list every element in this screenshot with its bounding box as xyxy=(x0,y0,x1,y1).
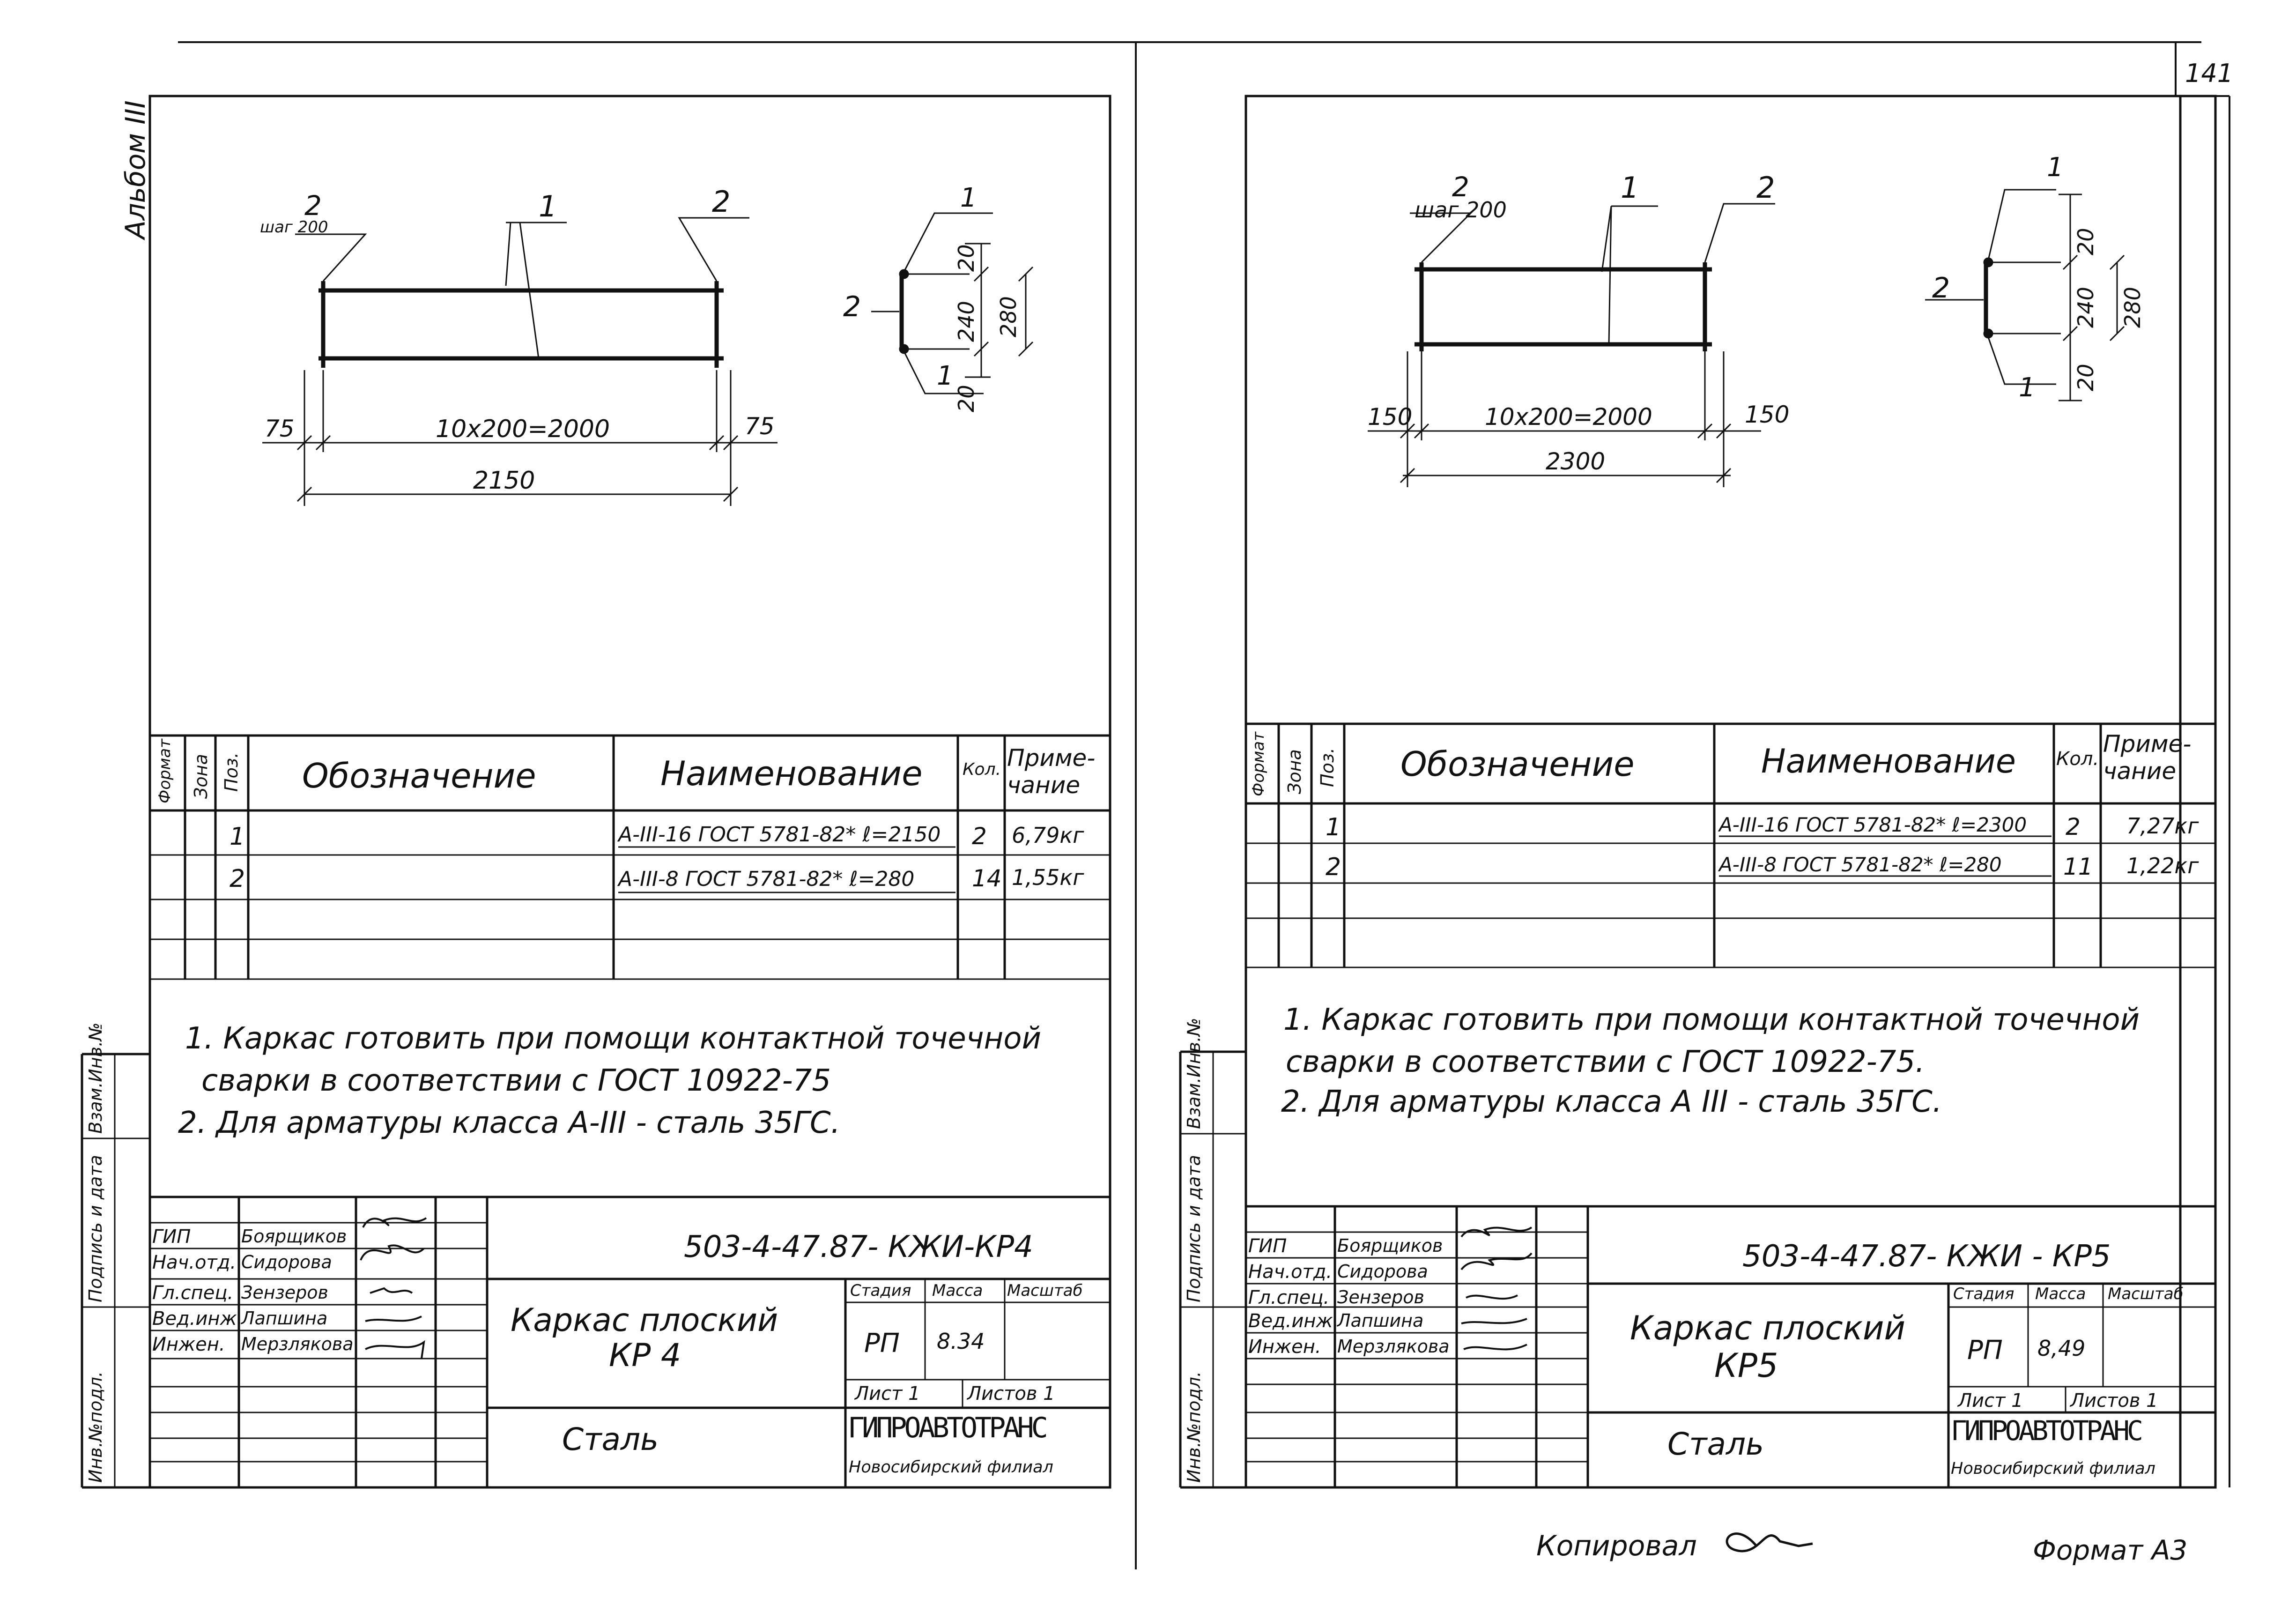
dim-middle: 10x200=2000 xyxy=(1485,403,1652,431)
material: Сталь xyxy=(562,1421,659,1457)
material: Сталь xyxy=(1667,1426,1764,1462)
section-dim-20-bottom: 20 xyxy=(2073,364,2098,391)
stage-label: Стадия xyxy=(1953,1285,2015,1303)
mass-label: Масса xyxy=(932,1281,983,1300)
title-main: Каркас плоский xyxy=(511,1302,778,1339)
section-callout-bottom: 1 xyxy=(937,361,954,391)
section-dim-20-top: 20 xyxy=(954,244,979,272)
header-name: Наименование xyxy=(1761,742,2016,780)
mass-value: 8.34 xyxy=(937,1329,985,1354)
row1-note: 6,79кг xyxy=(1012,823,1084,848)
name-5: Мерзлякова xyxy=(241,1334,354,1354)
section-callout-bottom: 1 xyxy=(2019,372,2036,403)
name-3: Зензеров xyxy=(1337,1287,1424,1308)
callout-step: шаг 200 xyxy=(1415,197,1507,223)
header-pos: Поз. xyxy=(221,752,242,792)
callout-1: 1 xyxy=(1621,171,1639,205)
scale-label: Масштаб xyxy=(1007,1281,1083,1300)
header-qty: Кол. xyxy=(963,760,1001,779)
mass-label: Масса xyxy=(2035,1285,2086,1303)
header-zone: Зона xyxy=(1284,749,1305,794)
role-gip: ГИП xyxy=(1248,1235,1287,1257)
copied-label: Копировал xyxy=(1536,1530,1697,1562)
stage-value: РП xyxy=(864,1328,900,1359)
row1-name: А-III-16 ГОСТ 5781-82* ℓ=2150 xyxy=(618,823,941,847)
sheet-number: Лист 1 xyxy=(855,1383,920,1404)
left-margin-inv-label: Инв.№подл. xyxy=(85,1371,106,1483)
header-qty: Кол. xyxy=(2056,748,2099,770)
role-chief: Гл.спец. xyxy=(1248,1287,1330,1308)
callout-2-spacing: 2 xyxy=(1452,171,1469,203)
section-callout-top: 1 xyxy=(2047,152,2064,183)
name-1: Боярщиков xyxy=(1337,1235,1443,1256)
row2-note: 1,55кг xyxy=(1012,865,1084,890)
dim-left: 150 xyxy=(1368,403,1413,431)
role-lead: Вед.инж. xyxy=(152,1308,243,1330)
right-margin-sign-label: Подпись и дата xyxy=(1184,1155,1204,1302)
right-margin-inv-label: Инв.№подл. xyxy=(1184,1371,1204,1483)
scale-label: Масштаб xyxy=(2108,1285,2184,1303)
header-format: Формат xyxy=(156,739,174,803)
name-3: Зензеров xyxy=(241,1282,328,1303)
header-name: Наименование xyxy=(660,754,923,793)
callout-1: 1 xyxy=(539,189,557,223)
title-sub: КР 4 xyxy=(609,1337,681,1374)
header-designation: Обозначение xyxy=(1400,744,1635,784)
name-2: Сидорова xyxy=(1337,1261,1428,1282)
org-branch: Новосибирский филиал xyxy=(1951,1459,2155,1478)
org-branch: Новосибирский филиал xyxy=(849,1458,1053,1477)
dim-left: 75 xyxy=(265,415,295,442)
note-line-1: 1. Каркас готовить при помощи контактной точечной xyxy=(1283,1003,2140,1037)
row1-name: А-III-16 ГОСТ 5781-82* ℓ=2300 xyxy=(1719,813,2027,836)
callout-2: 2 xyxy=(1756,171,1775,205)
left-margin-sign-label: Подпись и дата xyxy=(85,1155,106,1302)
dim-middle: 10x200=2000 xyxy=(436,415,610,443)
row1-pos: 1 xyxy=(230,823,245,851)
mass-value: 8,49 xyxy=(2037,1336,2086,1361)
note-line-2: сварки в соответствии с ГОСТ 10922-75. xyxy=(1286,1045,1925,1079)
row2-name: А-III-8 ГОСТ 5781-82* ℓ=280 xyxy=(618,867,915,891)
title-sub: КР5 xyxy=(1714,1346,1778,1385)
role-gip: ГИП xyxy=(152,1226,191,1248)
right-margin-replace-label: Взам.Инв.№ xyxy=(1184,1018,1204,1129)
note-line-3: 2. Для арматуры класса А-III - сталь 35ГС. xyxy=(178,1106,840,1140)
doc-code: 503-4-47.87- КЖИ - КР5 xyxy=(1742,1239,2111,1274)
section-dim-20-top: 20 xyxy=(2073,228,2098,255)
section-callout-top: 1 xyxy=(960,183,977,213)
note-line-3: 2. Для арматуры класса А III - сталь 35ГС. xyxy=(1281,1085,1942,1119)
section-dim-240: 240 xyxy=(2073,287,2098,328)
row1-note: 7,27кг xyxy=(2126,813,2199,839)
header-format: Формат xyxy=(1249,732,1268,796)
page-number: 141 xyxy=(2185,59,2234,88)
role-head: Нач.отд. xyxy=(1248,1261,1333,1283)
section-dim-240: 240 xyxy=(954,301,979,342)
sheets-total: Листов 1 xyxy=(967,1383,1055,1404)
dim-right: 75 xyxy=(745,413,775,440)
name-4: Лапшина xyxy=(1337,1310,1424,1331)
dim-total: 2150 xyxy=(473,467,535,495)
album-label: Альбом III xyxy=(119,100,151,239)
org-name: ГИПРОАВТОТРАНС xyxy=(1951,1415,2140,1447)
dim-right: 150 xyxy=(1745,401,1790,428)
row1-qty: 2 xyxy=(972,823,987,850)
role-eng: Инжен. xyxy=(1248,1336,1321,1358)
callout-2: 2 xyxy=(712,185,731,219)
dim-total: 2300 xyxy=(1546,448,1606,475)
header-note: Приме-чание xyxy=(1007,744,1096,799)
section-dim-20-bottom: 20 xyxy=(954,385,979,412)
header-zone: Зона xyxy=(191,754,211,799)
row2-pos: 2 xyxy=(230,865,245,893)
row2-note: 1,22кг xyxy=(2126,853,2199,878)
row1-pos: 1 xyxy=(1326,813,1341,841)
sheets-total: Листов 1 xyxy=(2070,1390,2158,1412)
role-chief: Гл.спец. xyxy=(152,1282,234,1304)
row1-qty: 2 xyxy=(2066,813,2081,840)
row2-pos: 2 xyxy=(1326,853,1341,881)
stage-label: Стадия xyxy=(850,1281,911,1300)
row2-name: А-III-8 ГОСТ 5781-82* ℓ=280 xyxy=(1719,853,2002,876)
format-label: Формат А3 xyxy=(2033,1534,2188,1566)
title-main: Каркас плоский xyxy=(1630,1309,1906,1347)
header-note: Приме-чание xyxy=(2103,730,2192,785)
sheet-number: Лист 1 xyxy=(1958,1390,2023,1412)
note-line-1: 1. Каркас готовить при помощи контактной точечной xyxy=(185,1021,1042,1056)
section-callout-side: 2 xyxy=(1932,272,1950,305)
name-2: Сидорова xyxy=(241,1252,332,1272)
name-1: Боярщиков xyxy=(241,1226,347,1247)
callout-2-spacing: 2 xyxy=(304,190,322,222)
section-dim-280: 280 xyxy=(2120,287,2145,328)
row2-qty: 14 xyxy=(972,865,1002,892)
org-name: ГИПРОАВТОТРАНС xyxy=(848,1412,1045,1444)
callout-step: шаг 200 xyxy=(260,218,328,237)
left-margin-replace-label: Взам.Инв.№ xyxy=(85,1022,106,1134)
note-line-2: сварки в соответствии с ГОСТ 10922-75 xyxy=(201,1063,831,1098)
row2-qty: 11 xyxy=(2063,853,2093,880)
role-eng: Инжен. xyxy=(152,1334,225,1355)
stage-value: РП xyxy=(1967,1335,2003,1366)
role-lead: Вед.инж. xyxy=(1248,1310,1339,1332)
header-pos: Поз. xyxy=(1317,747,1338,787)
section-dim-280: 280 xyxy=(996,296,1021,337)
doc-code: 503-4-47.87- КЖИ-КР4 xyxy=(684,1230,1033,1264)
header-designation: Обозначение xyxy=(302,756,536,795)
section-callout-side: 2 xyxy=(843,290,861,323)
name-5: Мерзлякова xyxy=(1337,1336,1450,1357)
role-head: Нач.отд. xyxy=(152,1252,237,1273)
name-4: Лапшина xyxy=(241,1308,328,1329)
